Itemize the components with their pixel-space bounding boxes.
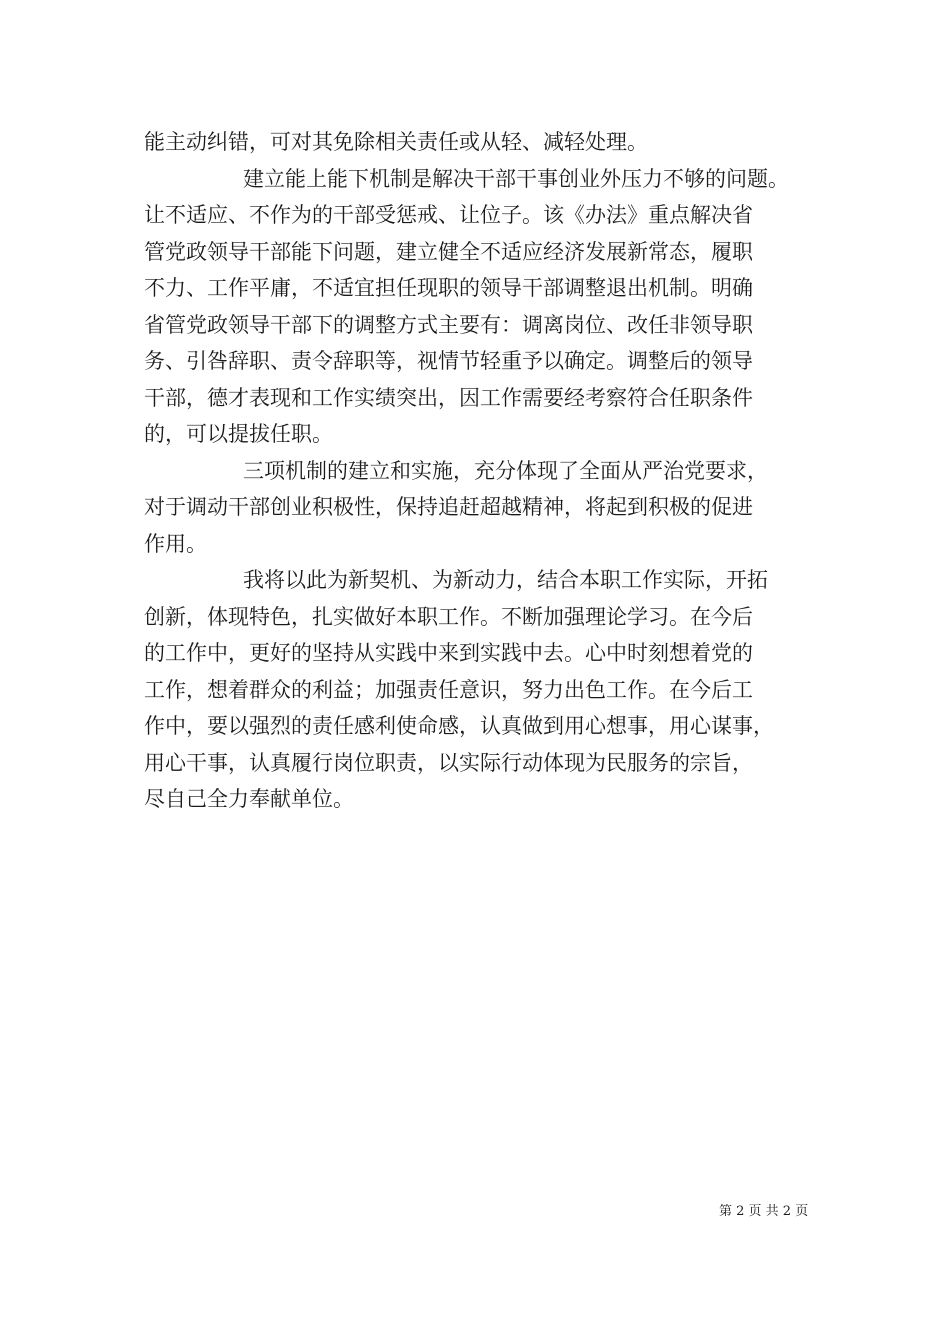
text-line: 作用。 (144, 531, 207, 556)
paragraph-continuation (144, 124, 804, 161)
text-line: 省管党政领导干部下的调整方式主要有：调离岗位、改任非领导职 (144, 312, 753, 337)
text-line: 尽自己全力奉献单位。 (144, 787, 354, 811)
text-line: 对于调动干部创业积极性，保持追赶超越精神，将起到积极的促进 (144, 495, 753, 519)
text-line: 的，可以提拔任职。 (144, 422, 333, 446)
text-line: 干部，德才表现和工作实绩突出，因工作需要经考察符合任职条件 (144, 385, 753, 410)
text-line: 三项机制的建立和实施，充分体现了全面从严治党要求， (243, 458, 768, 483)
text-line: 不力、工作平庸，不适宜担任现职的领导干部调整退出机制。明确 (144, 276, 753, 300)
text-line: 的工作中，更好的坚持从实践中来到实践中去。心中时刻想着党的 (144, 641, 753, 665)
text-line: 建立能上能下机制是解决干部干事创业外压力不够的问题。 (243, 166, 789, 191)
document-body (144, 124, 804, 818)
paragraph-mechanism (144, 161, 804, 453)
text-line: 让不适应、不作为的干部受惩戒、让位子。该《办法》重点解决省 (144, 203, 753, 227)
text-line: 管党政领导干部能下问题，建立健全不适应经济发展新常态，履职 (144, 239, 753, 264)
page-number-footer: 第 2 页 共 2 页 (719, 1204, 809, 1219)
paragraph-three-mechanisms (144, 453, 804, 563)
text-line: 作中，要以强烈的责任感利使命感，认真做到用心想事，用心谋事， (144, 714, 774, 738)
text-line: 创新，体现特色，扎实做好本职工作。不断加强理论学习。在今后 (144, 604, 753, 629)
text-line: 我将以此为新契机、为新动力，结合本职工作实际，开拓 (243, 568, 768, 592)
text-line: 用心干事，认真履行岗位职责，以实际行动体现为民服务的宗旨， (144, 750, 753, 775)
text-line: 务、引咎辞职、责令辞职等，视情节轻重予以确定。调整后的领导 (144, 349, 753, 373)
text-line: 工作，想着群众的利益；加强责任意识，努力出色工作。在今后工 (144, 677, 753, 702)
paragraph-personal-commitment (144, 562, 804, 818)
text-line: 能主动纠错，可对其免除相关责任或从轻、减轻处理。 (144, 130, 648, 154)
